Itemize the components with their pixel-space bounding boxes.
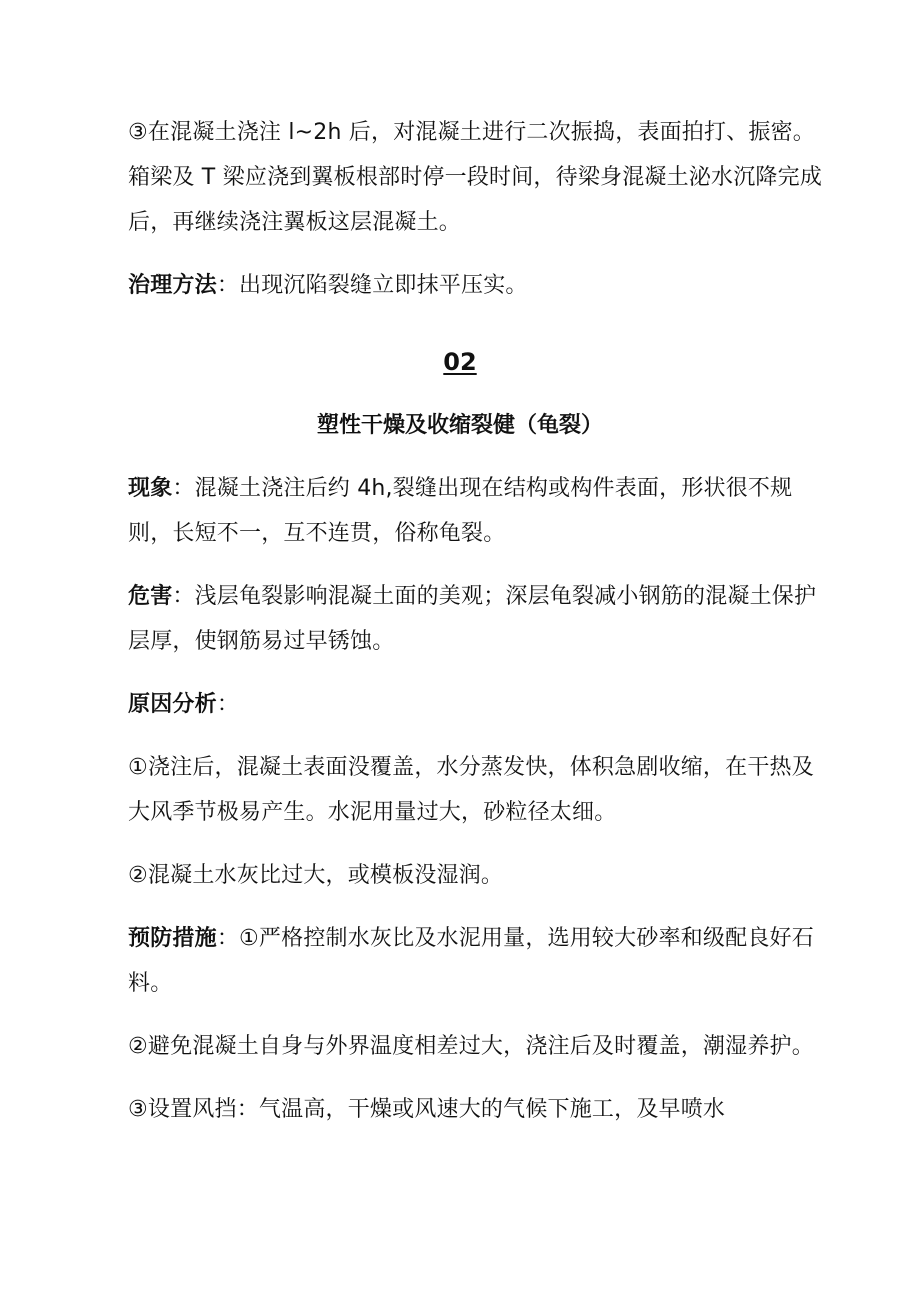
text-hazard: ：浅层龟裂影响混凝土面的美观；深层龟裂减小钢筋的混凝土保护层厚，使钢筋易过早锈蚀。 bbox=[128, 584, 817, 654]
text-prevention: ：①严格控制水灰比及水泥用量，选用较大砂率和级配良好石料。 bbox=[128, 926, 814, 996]
paragraph-cause-2: ②混凝土水灰比过大，或模板没湿润。 bbox=[128, 863, 504, 888]
section-heading bbox=[95, 340, 825, 448]
paragraph-cause-analysis bbox=[128, 682, 825, 727]
paragraph-phenomenon bbox=[128, 466, 825, 556]
section-title: 塑性干燥及收缩裂健（龟裂） bbox=[316, 413, 603, 438]
label-cause-analysis: 原因分析 bbox=[128, 692, 217, 717]
label-hazard: 危害 bbox=[128, 584, 173, 609]
text-phenomenon: ：混凝土浇注后约 4h,裂缝出现在结构或构件表面，形状很不规则，长短不一，互不连贯，俗称龟裂。 bbox=[128, 476, 793, 546]
label-treatment-method: 治理方法 bbox=[128, 273, 217, 298]
paragraph-hazard bbox=[128, 574, 825, 664]
label-prevention: 预防措施 bbox=[128, 926, 217, 951]
text-treatment-method: ：出现沉陷裂缝立即抹平压实。 bbox=[216, 273, 528, 298]
paragraph-prevention-2: ②避免混凝土自身与外界温度相差过大，浇注后及时覆盖，潮湿养护。 bbox=[128, 1034, 814, 1059]
paragraph-treatment-method bbox=[128, 263, 825, 308]
paragraph-step-3: ③在混凝土浇注 l~2h 后，对混凝土进行二次振捣，表面拍打、振密。箱梁及 T 梁应浇到翼板根部时停一段时间，待梁身混凝土泌水沉降完成后，再继续浇注翼板这层混凝土。 bbox=[128, 120, 823, 235]
section-number: 02 bbox=[443, 348, 477, 376]
paragraph-prevention bbox=[128, 916, 825, 1006]
label-phenomenon: 现象 bbox=[128, 476, 173, 501]
paragraph-cause-1: ①浇注后，混凝土表面没覆盖，水分蒸发快，体积急剧收缩，在干热及大风季节极易产生。水泥用量过大，砂粒径太细。 bbox=[128, 755, 814, 825]
paragraph-prevention-3: ③设置风挡：气温高，干燥或风速大的气候下施工，及早喷水 bbox=[128, 1097, 726, 1122]
text-cause-analysis: ： bbox=[216, 692, 240, 717]
